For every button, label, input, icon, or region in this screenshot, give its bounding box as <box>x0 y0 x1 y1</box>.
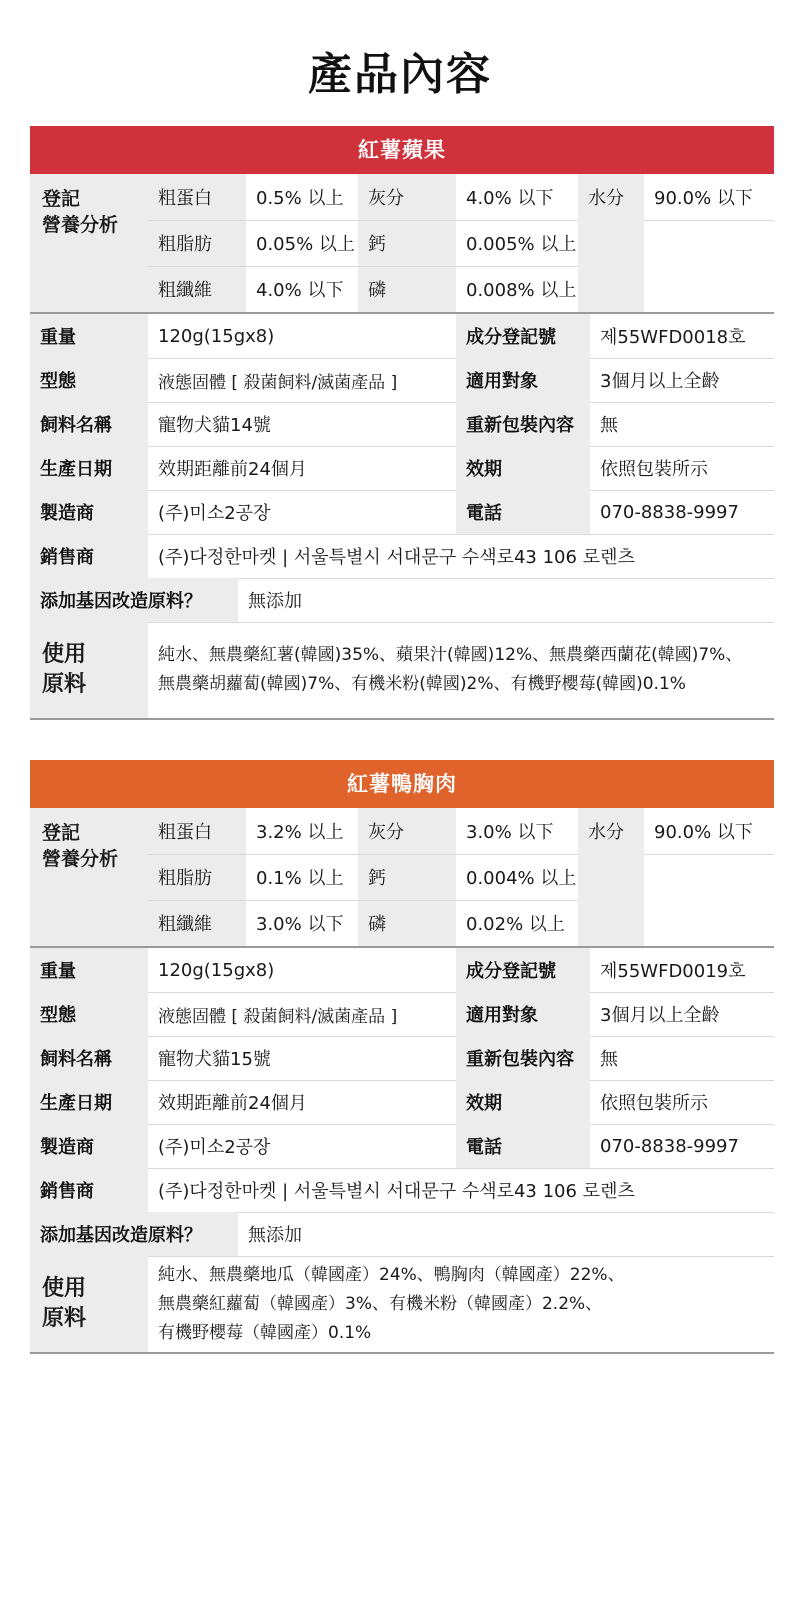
info-label: 重量 <box>30 948 148 992</box>
row-divider <box>148 900 578 901</box>
nutrient-label: 粗纖維 <box>148 900 246 946</box>
info-value: 120g(15gx8) <box>158 959 275 981</box>
info-label: 生產日期 <box>30 446 148 490</box>
reg-label-line: 登記 <box>42 822 81 844</box>
info-value: 070-8838-9997 <box>600 501 739 523</box>
info-label: 適用對象 <box>456 358 590 402</box>
info-label: 製造商 <box>30 490 148 534</box>
product-name-banner: 紅薯鴨胸肉 <box>30 760 774 808</box>
info-value: 液態固體 [ 殺菌飼料/滅菌產品 ] <box>158 372 398 393</box>
info-label: 生產日期 <box>30 1080 148 1124</box>
info-label: 製造商 <box>30 1124 148 1168</box>
raw-materials-label <box>30 1256 148 1352</box>
info-value: 無 <box>600 1049 618 1070</box>
info-value: 제55WFD0018호 <box>600 327 746 348</box>
row-divider <box>644 220 774 221</box>
raw-materials-value <box>148 622 774 718</box>
nutrient-label: 鈣 <box>358 220 456 266</box>
raw-materials-value <box>148 1256 774 1352</box>
seller-label: 銷售商 <box>30 534 148 578</box>
moisture-value: 90.0% 以下 <box>654 822 753 843</box>
nutrient-label: 粗纖維 <box>148 266 246 312</box>
info-value: 070-8838-9997 <box>600 1135 739 1157</box>
info-value: 3個月以上全齡 <box>600 1005 720 1026</box>
row-divider <box>30 1352 774 1354</box>
nutrient-value: 3.0% 以下 <box>466 822 554 843</box>
registered-nutrition-label <box>30 174 148 312</box>
raw-materials-label <box>30 622 148 718</box>
nutrient-label: 灰分 <box>358 174 456 220</box>
info-label: 適用對象 <box>456 992 590 1036</box>
row-divider <box>30 718 774 720</box>
raw-label-line: 使用 <box>42 1276 87 1301</box>
info-value: 效期距離前24個月 <box>158 1093 307 1114</box>
moisture-label: 水分 <box>578 174 644 220</box>
info-value: 3個月以上全齡 <box>600 371 720 392</box>
info-value: (주)미소2공장 <box>158 503 271 524</box>
info-label: 重新包裝內容 <box>456 402 590 446</box>
seller-value: (주)다정한마켓 | 서울특별시 서대문구 수색로43 106 로렌츠 <box>158 547 635 568</box>
info-label: 型態 <box>30 358 148 402</box>
reg-label-line: 營養分析 <box>42 848 119 870</box>
raw-material-line: 有機野櫻莓（韓國產）0.1% <box>158 1322 372 1343</box>
info-label: 效期 <box>456 446 590 490</box>
info-label: 效期 <box>456 1080 590 1124</box>
page-title: 產品內容 <box>308 49 492 100</box>
gmo-value: 無添加 <box>248 591 302 612</box>
info-label: 電話 <box>456 490 590 534</box>
nutrient-value: 3.0% 以下 <box>256 914 344 935</box>
nutrient-label: 粗蛋白 <box>148 808 246 854</box>
nutrient-label: 粗脂肪 <box>148 854 246 900</box>
nutrient-label: 鈣 <box>358 854 456 900</box>
nutrient-value: 4.0% 以下 <box>256 280 344 301</box>
info-label: 飼料名稱 <box>30 1036 148 1080</box>
nutrient-value: 0.5% 以上 <box>256 188 344 209</box>
info-label: 重新包裝內容 <box>456 1036 590 1080</box>
info-value: 依照包裝所示 <box>600 459 708 480</box>
product-name-banner: 紅薯蘋果 <box>30 126 774 174</box>
reg-label-line: 登記 <box>42 188 81 210</box>
info-value: 제55WFD0019호 <box>600 961 746 982</box>
info-label: 型態 <box>30 992 148 1036</box>
info-value: 效期距離前24個月 <box>158 459 307 480</box>
nutrient-value: 0.008% 以上 <box>466 280 577 301</box>
info-value: 寵物犬貓14號 <box>158 415 271 436</box>
nutrient-value: 0.1% 以上 <box>256 868 344 889</box>
seller-label: 銷售商 <box>30 1168 148 1212</box>
nutrient-value: 0.005% 以上 <box>466 234 577 255</box>
raw-material-line: 純水、無農藥地瓜（韓國產）24%、鴨胸肉（韓國產）22%、 <box>158 1264 625 1285</box>
row-divider <box>148 854 578 855</box>
registered-nutrition-label <box>30 808 148 946</box>
info-value: 無 <box>600 415 618 436</box>
nutrient-value: 0.02% 以上 <box>466 914 565 935</box>
gmo-value: 無添加 <box>248 1225 302 1246</box>
info-label: 電話 <box>456 1124 590 1168</box>
nutrient-label: 灰分 <box>358 808 456 854</box>
moisture-value: 90.0% 以下 <box>654 188 753 209</box>
row-divider <box>148 220 578 221</box>
info-value: (주)미소2공장 <box>158 1137 271 1158</box>
nutrient-label: 磷 <box>358 266 456 312</box>
info-label: 飼料名稱 <box>30 402 148 446</box>
nutrient-label: 磷 <box>358 900 456 946</box>
nutrient-value: 3.2% 以上 <box>256 822 344 843</box>
raw-label-line: 使用 <box>42 642 87 667</box>
info-label: 成分登記號 <box>456 314 590 358</box>
raw-material-line: 無農藥紅蘿蔔（韓國產）3%、有機米粉（韓國產）2.2%、 <box>158 1293 603 1314</box>
seller-value: (주)다정한마켓 | 서울특별시 서대문구 수색로43 106 로렌츠 <box>158 1181 635 1202</box>
raw-label-line: 原料 <box>42 1306 87 1331</box>
info-value: 寵物犬貓15號 <box>158 1049 271 1070</box>
info-value: 依照包裝所示 <box>600 1093 708 1114</box>
raw-label-line: 原料 <box>42 672 87 697</box>
info-value: 120g(15gx8) <box>158 325 275 347</box>
product-section-sweet-potato-duck <box>30 760 774 1343</box>
moisture-label: 水分 <box>578 808 644 854</box>
row-divider <box>148 266 578 267</box>
reg-label-line: 營養分析 <box>42 214 119 236</box>
info-label: 成分登記號 <box>456 948 590 992</box>
nutrient-label: 粗脂肪 <box>148 220 246 266</box>
row-divider <box>644 854 774 855</box>
info-value: 液態固體 [ 殺菌飼料/滅菌產品 ] <box>158 1006 398 1027</box>
nutrient-label: 粗蛋白 <box>148 174 246 220</box>
product-section-sweet-potato-apple <box>30 126 774 697</box>
raw-material-line: 無農藥胡蘿蔔(韓國)7%、有機米粉(韓國)2%、有機野櫻莓(韓國)0.1% <box>158 674 686 694</box>
gmo-label: 添加基因改造原料？ <box>30 578 238 622</box>
nutrient-value: 4.0% 以下 <box>466 188 554 209</box>
raw-material-line: 純水、無農藥紅薯(韓國)35%、蘋果汁(韓國)12%、無農藥西蘭花(韓國)7%、 <box>158 645 743 665</box>
info-label: 重量 <box>30 314 148 358</box>
gmo-label: 添加基因改造原料？ <box>30 1212 238 1256</box>
nutrient-value: 0.004% 以上 <box>466 868 577 889</box>
nutrient-value: 0.05% 以上 <box>256 234 355 255</box>
